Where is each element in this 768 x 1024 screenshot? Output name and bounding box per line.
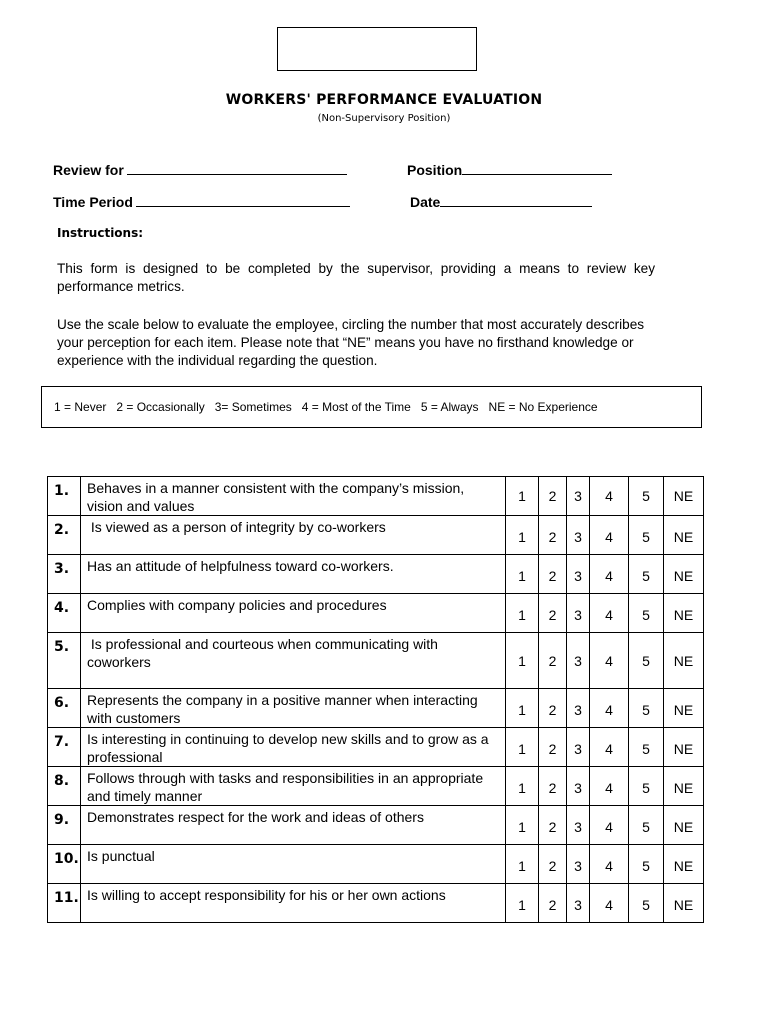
score-option-2[interactable]: 2 [539, 689, 567, 728]
score-option-5[interactable]: 5 [629, 884, 664, 923]
item-number: 7. [48, 728, 81, 767]
score-option-2[interactable]: 2 [539, 555, 567, 594]
score-option-4[interactable]: 4 [590, 845, 629, 884]
score-option-3[interactable]: 3 [567, 689, 590, 728]
review-for-field [53, 160, 347, 178]
score-option-3[interactable]: 3 [567, 806, 590, 845]
rating-scale-legend: 1 = Never 2 = Occasionally 3= Sometimes 4 = Most of the Time 5 = Always NE = No Experience [41, 386, 702, 428]
item-number: 4. [48, 594, 81, 633]
item-description: Is punctual [81, 845, 506, 884]
score-option-5[interactable]: 5 [629, 477, 664, 516]
table-row [48, 767, 704, 806]
score-option-3[interactable]: 3 [567, 884, 590, 923]
score-option-1[interactable]: 1 [506, 767, 539, 806]
logo-placeholder-box [277, 27, 477, 71]
score-option-5[interactable]: 5 [629, 633, 664, 689]
score-option-ne[interactable]: NE [664, 689, 704, 728]
score-option-2[interactable]: 2 [539, 806, 567, 845]
score-option-2[interactable]: 2 [539, 767, 567, 806]
instructions-paragraph-2: Use the scale below to evaluate the employee, circling the number that most accurately describes your perception for each item. Please note that “NE” means you have no firsthand knowledge or experience with the individual regarding the question. [57, 317, 645, 368]
time-period-line[interactable] [136, 192, 350, 207]
item-description: Is willing to accept responsibility for his or her own actions [81, 884, 506, 923]
time-period-label: Time Period [53, 194, 133, 210]
score-option-4[interactable]: 4 [590, 633, 629, 689]
score-option-ne[interactable]: NE [664, 594, 704, 633]
table-row [48, 806, 704, 845]
score-option-4[interactable]: 4 [590, 516, 629, 555]
item-number: 3. [48, 555, 81, 594]
table-row [48, 555, 704, 594]
score-option-3[interactable]: 3 [567, 516, 590, 555]
date-line[interactable] [440, 192, 592, 207]
score-option-3[interactable]: 3 [567, 728, 590, 767]
score-option-5[interactable]: 5 [629, 594, 664, 633]
table-row [48, 689, 704, 728]
score-option-1[interactable]: 1 [506, 728, 539, 767]
evaluation-table [47, 476, 704, 923]
item-description: Demonstrates respect for the work and ideas of others [81, 806, 506, 845]
review-for-label: Review for [53, 162, 124, 178]
item-number: 10. [48, 845, 81, 884]
score-option-1[interactable]: 1 [506, 594, 539, 633]
score-option-3[interactable]: 3 [567, 594, 590, 633]
item-number: 1. [48, 477, 81, 516]
item-description: Is viewed as a person of integrity by co-workers [81, 516, 506, 555]
score-option-3[interactable]: 3 [567, 845, 590, 884]
score-option-3[interactable]: 3 [567, 555, 590, 594]
item-number: 2. [48, 516, 81, 555]
instructions-label: Instructions: [57, 226, 144, 240]
score-option-ne[interactable]: NE [664, 884, 704, 923]
table-row [48, 516, 704, 555]
score-option-1[interactable]: 1 [506, 516, 539, 555]
score-option-5[interactable]: 5 [629, 555, 664, 594]
score-option-2[interactable]: 2 [539, 884, 567, 923]
score-option-ne[interactable]: NE [664, 555, 704, 594]
evaluation-table-body [48, 477, 704, 923]
table-row [48, 633, 704, 689]
score-option-4[interactable]: 4 [590, 806, 629, 845]
score-option-1[interactable]: 1 [506, 845, 539, 884]
item-number: 8. [48, 767, 81, 806]
time-period-field [53, 192, 350, 210]
item-number: 9. [48, 806, 81, 845]
item-description: Represents the company in a positive manner when interacting with customers [81, 689, 506, 728]
score-option-5[interactable]: 5 [629, 767, 664, 806]
score-option-2[interactable]: 2 [539, 516, 567, 555]
score-option-ne[interactable]: NE [664, 516, 704, 555]
item-description: Has an attitude of helpfulness toward co-workers. [81, 555, 506, 594]
score-option-4[interactable]: 4 [590, 767, 629, 806]
score-option-3[interactable]: 3 [567, 633, 590, 689]
score-option-5[interactable]: 5 [629, 806, 664, 845]
score-option-2[interactable]: 2 [539, 477, 567, 516]
score-option-4[interactable]: 4 [590, 594, 629, 633]
table-row [48, 728, 704, 767]
position-label: Position [407, 162, 463, 178]
position-field [407, 160, 612, 178]
date-field [410, 192, 592, 210]
page-title: WORKERS' PERFORMANCE EVALUATION [225, 92, 543, 108]
score-option-4[interactable]: 4 [590, 728, 629, 767]
score-option-ne[interactable]: NE [664, 806, 704, 845]
item-number: 6. [48, 689, 81, 728]
date-label: Date [410, 194, 441, 210]
score-option-4[interactable]: 4 [590, 884, 629, 923]
page-subtitle: (Non-Supervisory Position) [317, 113, 451, 124]
instructions-paragraph-1: This form is designed to be completed by the supervisor, providing a means to review key performance metrics. [57, 261, 655, 294]
item-description: Follows through with tasks and responsibilities in an appropriate and timely manner [81, 767, 506, 806]
score-option-2[interactable]: 2 [539, 728, 567, 767]
table-row [48, 845, 704, 884]
score-option-4[interactable]: 4 [590, 689, 629, 728]
score-option-1[interactable]: 1 [506, 689, 539, 728]
score-option-1[interactable]: 1 [506, 806, 539, 845]
table-row [48, 477, 704, 516]
score-option-2[interactable]: 2 [539, 594, 567, 633]
score-option-ne[interactable]: NE [664, 477, 704, 516]
score-option-5[interactable]: 5 [629, 845, 664, 884]
item-number: 11. [48, 884, 81, 923]
score-option-1[interactable]: 1 [506, 633, 539, 689]
score-option-ne[interactable]: NE [664, 728, 704, 767]
score-option-3[interactable]: 3 [567, 767, 590, 806]
item-description: Complies with company policies and procedures [81, 594, 506, 633]
score-option-3[interactable]: 3 [567, 477, 590, 516]
score-option-1[interactable]: 1 [506, 555, 539, 594]
score-option-2[interactable]: 2 [539, 633, 567, 689]
score-option-ne[interactable]: NE [664, 633, 704, 689]
item-description: Behaves in a manner consistent with the company’s mission, vision and values [81, 477, 506, 516]
item-description: Is interesting in continuing to develop new skills and to grow as a professional [81, 728, 506, 767]
review-for-line[interactable] [127, 160, 347, 175]
item-description: Is professional and courteous when communicating with coworkers [81, 633, 506, 689]
score-option-2[interactable]: 2 [539, 845, 567, 884]
score-option-ne[interactable]: NE [664, 767, 704, 806]
score-option-ne[interactable]: NE [664, 845, 704, 884]
score-option-1[interactable]: 1 [506, 884, 539, 923]
score-option-4[interactable]: 4 [590, 555, 629, 594]
item-number: 5. [48, 633, 81, 689]
score-option-5[interactable]: 5 [629, 728, 664, 767]
score-option-1[interactable]: 1 [506, 477, 539, 516]
position-line[interactable] [462, 160, 612, 175]
table-row [48, 594, 704, 633]
score-option-5[interactable]: 5 [629, 689, 664, 728]
score-option-5[interactable]: 5 [629, 516, 664, 555]
score-option-4[interactable]: 4 [590, 477, 629, 516]
table-row [48, 884, 704, 923]
